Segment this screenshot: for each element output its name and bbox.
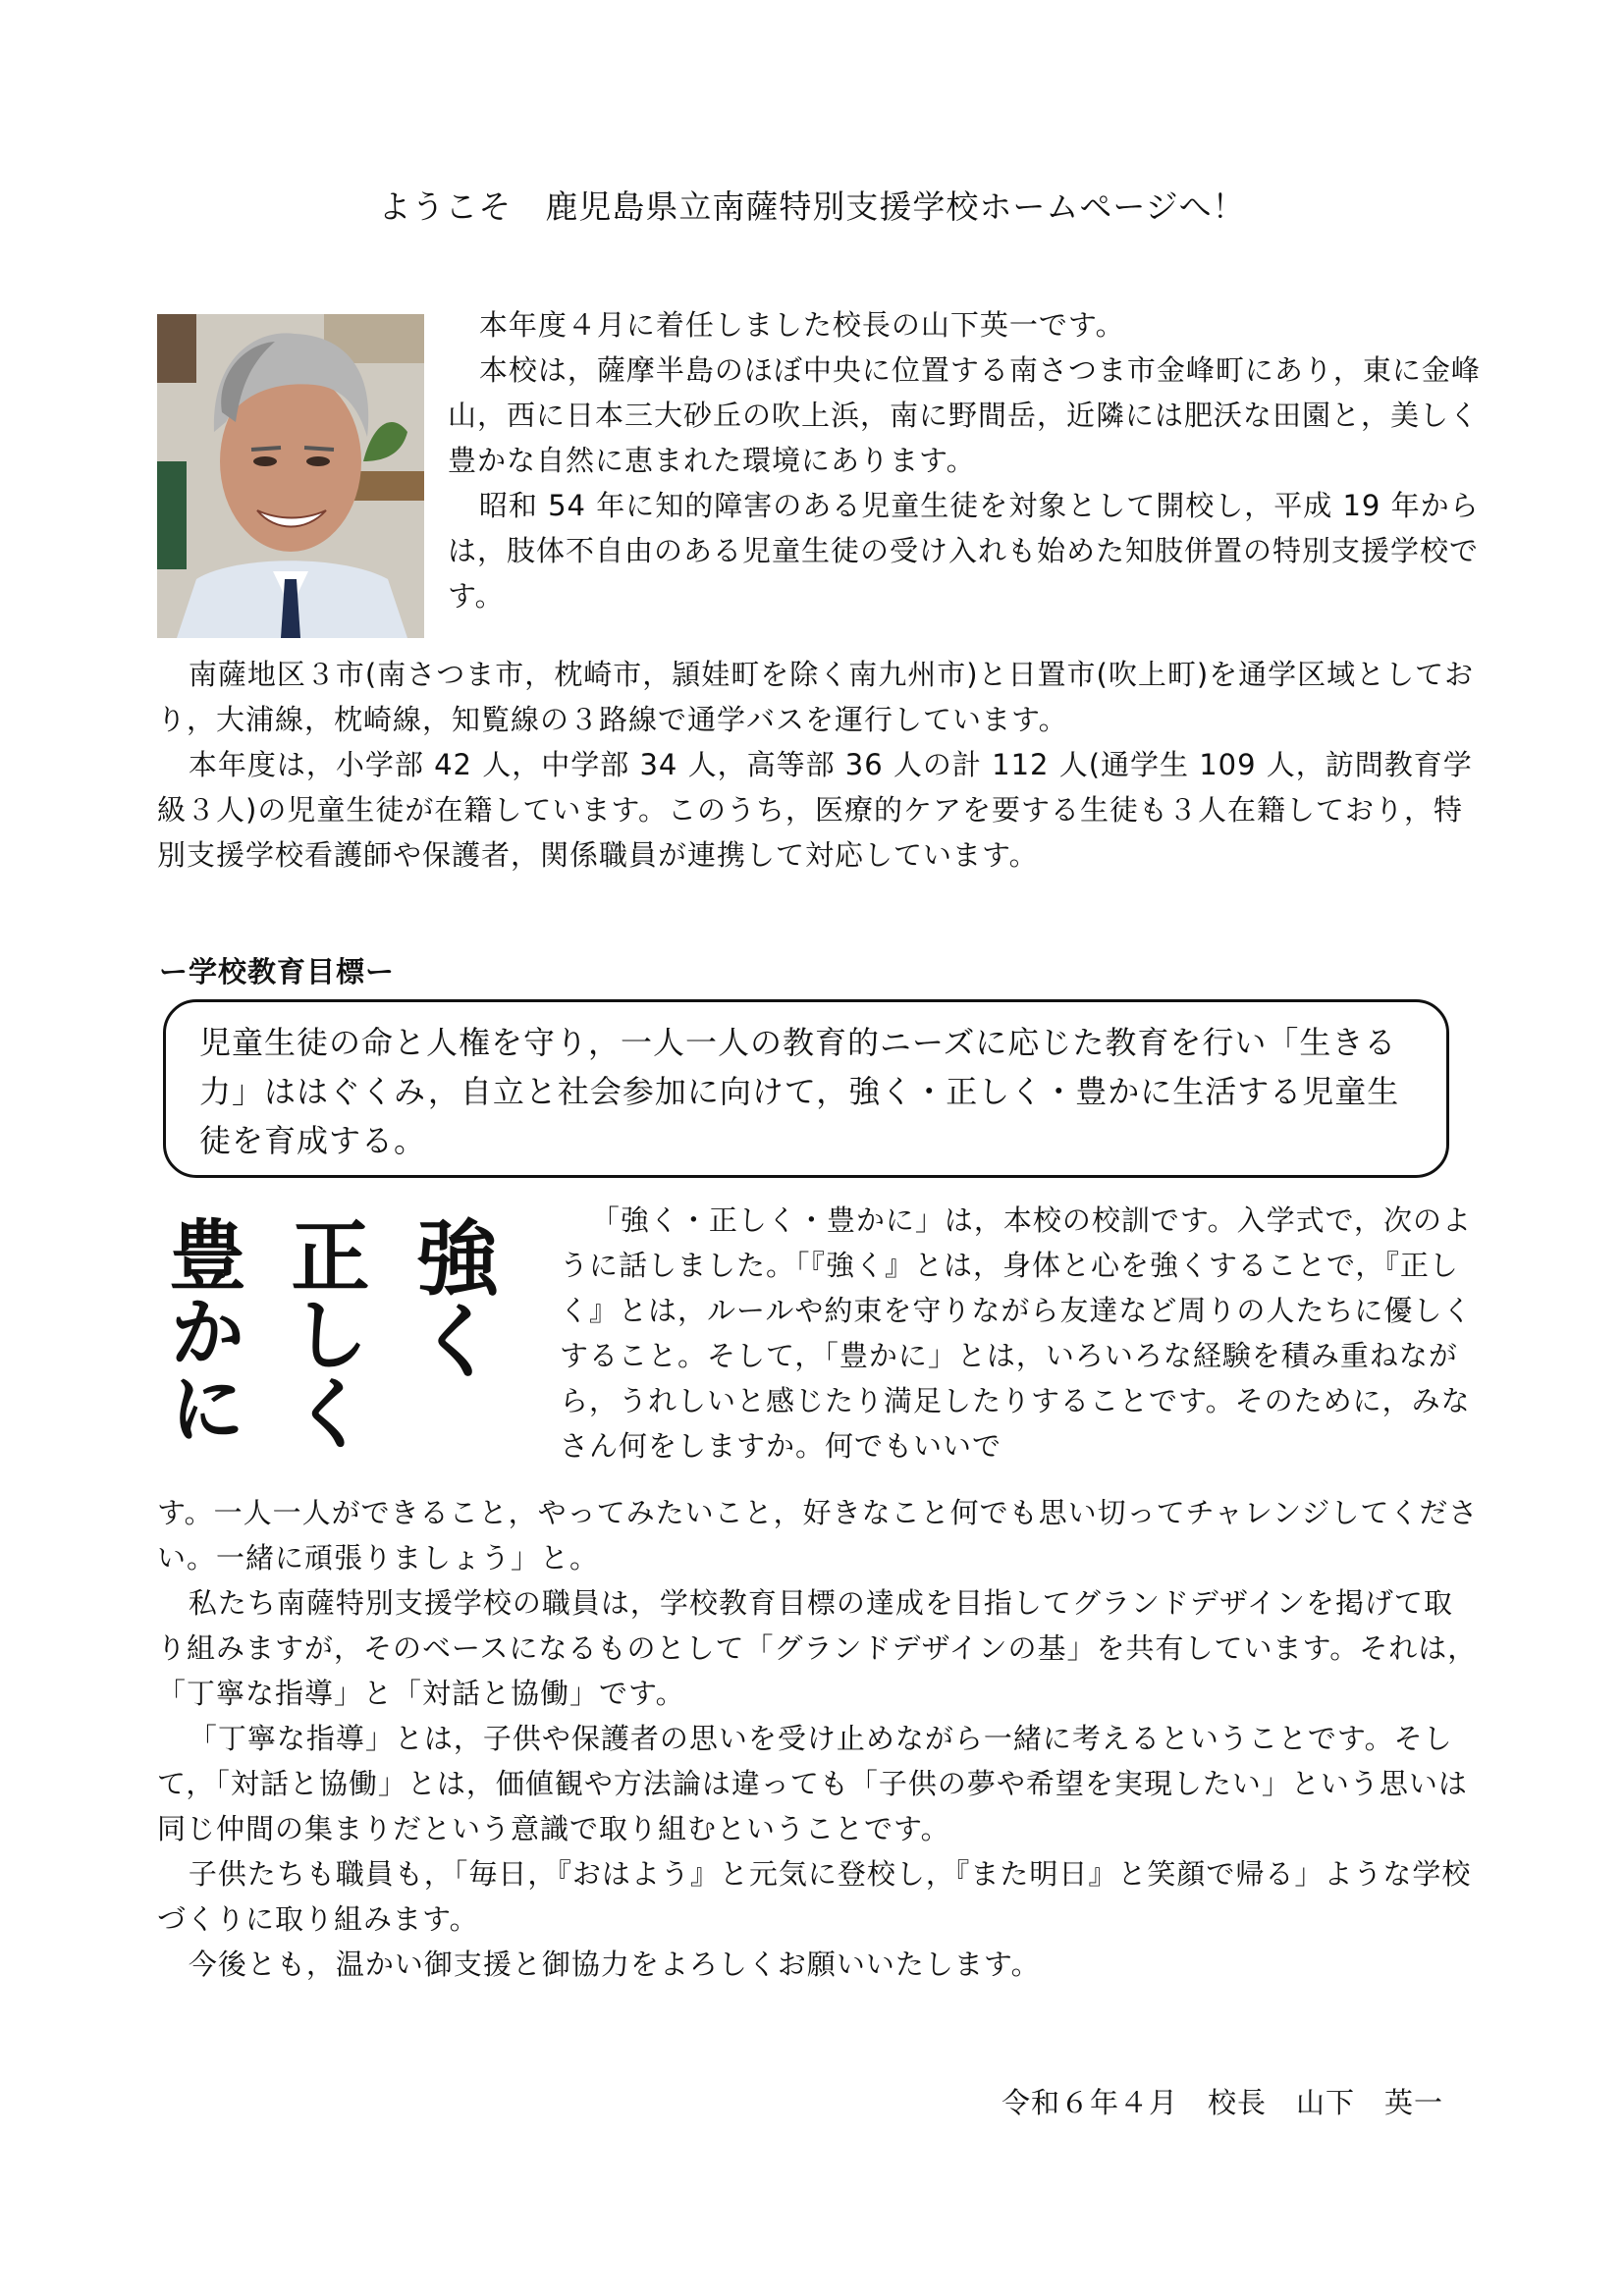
motto-paragraph: 「強く・正しく・豊かに」は，本校の校訓です。入学式で，次のように話しました。「『強く』とは，身体と心を強くすることで，『正しく』とは，ルールや約束を守りながら友達など周りの人たちに優しくすること。そして，「豊かに」とは，いろいろな経験を積み重ねながら，うれしいと感じたり満足したりすることです。そのために，みなさん何をしますか。何でもいいで: [560, 1203, 1473, 1463]
closing-paragraph: 私たち南薩特別支援学校の職員は，学校教育目標の達成を目指してグランドデザインを掲げて取り組みますが，そのベースになるものとして「グランドデザインの基」を共有しています。それは，「丁寧な指導」と「対話と協働」です。: [157, 1586, 1478, 1710]
calligraphy-illustration: [157, 1205, 530, 1490]
intro-paragraph: 本年度４月に着任しました校長の山下英一です。: [478, 308, 1125, 342]
overview-paragraph: 本年度は，小学部 42 人，中学部 34 人，高等部 36 人の計 112 人(通学生 109 人，訪問教育学級３人)の児童生徒が在籍しています。このうち，医療的ケアを要する生徒も３人在籍しており，特別支援学校看護師や保護者，関係職員が連携して対応しています。: [157, 748, 1473, 872]
goal-heading: ー学校教育目標ー: [159, 955, 396, 988]
goal-text: 児童生徒の命と人権を守り，一人一人の教育的ニーズに応じた教育を行い「生きる力」ははぐくみ，自立と社会参加に向けて，強く・正しく・豊かに生活する児童生徒を育成する。: [199, 1024, 1400, 1159]
signature: 令和６年４月 校長 山下 英一: [1001, 2086, 1443, 2119]
calligraphy-yutakani: 豊かに: [157, 1215, 246, 1445]
motto-text-block: [560, 1198, 1481, 1468]
calligraphy-tsuyoku: 強く: [403, 1215, 501, 1380]
calligraphy-motto: [157, 1205, 530, 1490]
intro-paragraph: 昭和 54 年に知的障害のある児童生徒を対象として開校し，平成 19 年からは，肢体不自由のある児童生徒の受け入れも始めた知肢併置の特別支援学校です。: [448, 489, 1480, 613]
principal-portrait-illustration: [157, 314, 424, 638]
closing-paragraph: 「丁寧な指導」とは，子供や保護者の思いを受け止めながら一緒に考えるということです。そして，「対話と協働」とは，価値観や方法論は違っても「子供の夢や希望を実現したい」という思いは同じ仲間の集まりだという意識で取り組むということです。: [157, 1722, 1468, 1845]
intro-text-block: [448, 302, 1481, 618]
principal-photo: [157, 314, 424, 638]
overview-text-block: [157, 652, 1481, 878]
closing-paragraph: 今後とも，温かい御支援と御協力をよろしくお願いいたします。: [188, 1948, 1041, 1981]
goal-box: [163, 999, 1449, 1178]
motto-paragraph-continued: す。一人一人ができること，やってみたいこと，好きなこと何でも思い切ってチャレンジしてください。一緒に頑張りましょう」と。: [157, 1496, 1479, 1575]
closing-paragraph: 子供たちも職員も，「毎日，『おはよう』と元気に登校し，『また明日』と笑顔で帰る」ような学校づくりに取り組みます。: [157, 1857, 1472, 1936]
closing-text-block: [157, 1490, 1481, 1987]
overview-paragraph: 南薩地区３市(南さつま市，枕崎市，頴娃町を除く南九州市)と日置市(吹上町)を通学区域としており，大浦線，枕崎線，知覧線の３路線で通学バスを運行しています。: [157, 658, 1475, 736]
calligraphy-tadashiku: 正しく: [278, 1215, 370, 1451]
page-title: ようこそ 鹿児島県立南薩特別支援学校ホームページへ！: [378, 187, 1246, 226]
intro-paragraph: 本校は，薩摩半島のほぼ中央に位置する南さつま市金峰町にあり，東に金峰山，西に日本三大砂丘の吹上浜，南に野間岳，近隣には肥沃な田園と，美しく豊かな自然に恵まれた環境にあります。: [448, 353, 1481, 477]
